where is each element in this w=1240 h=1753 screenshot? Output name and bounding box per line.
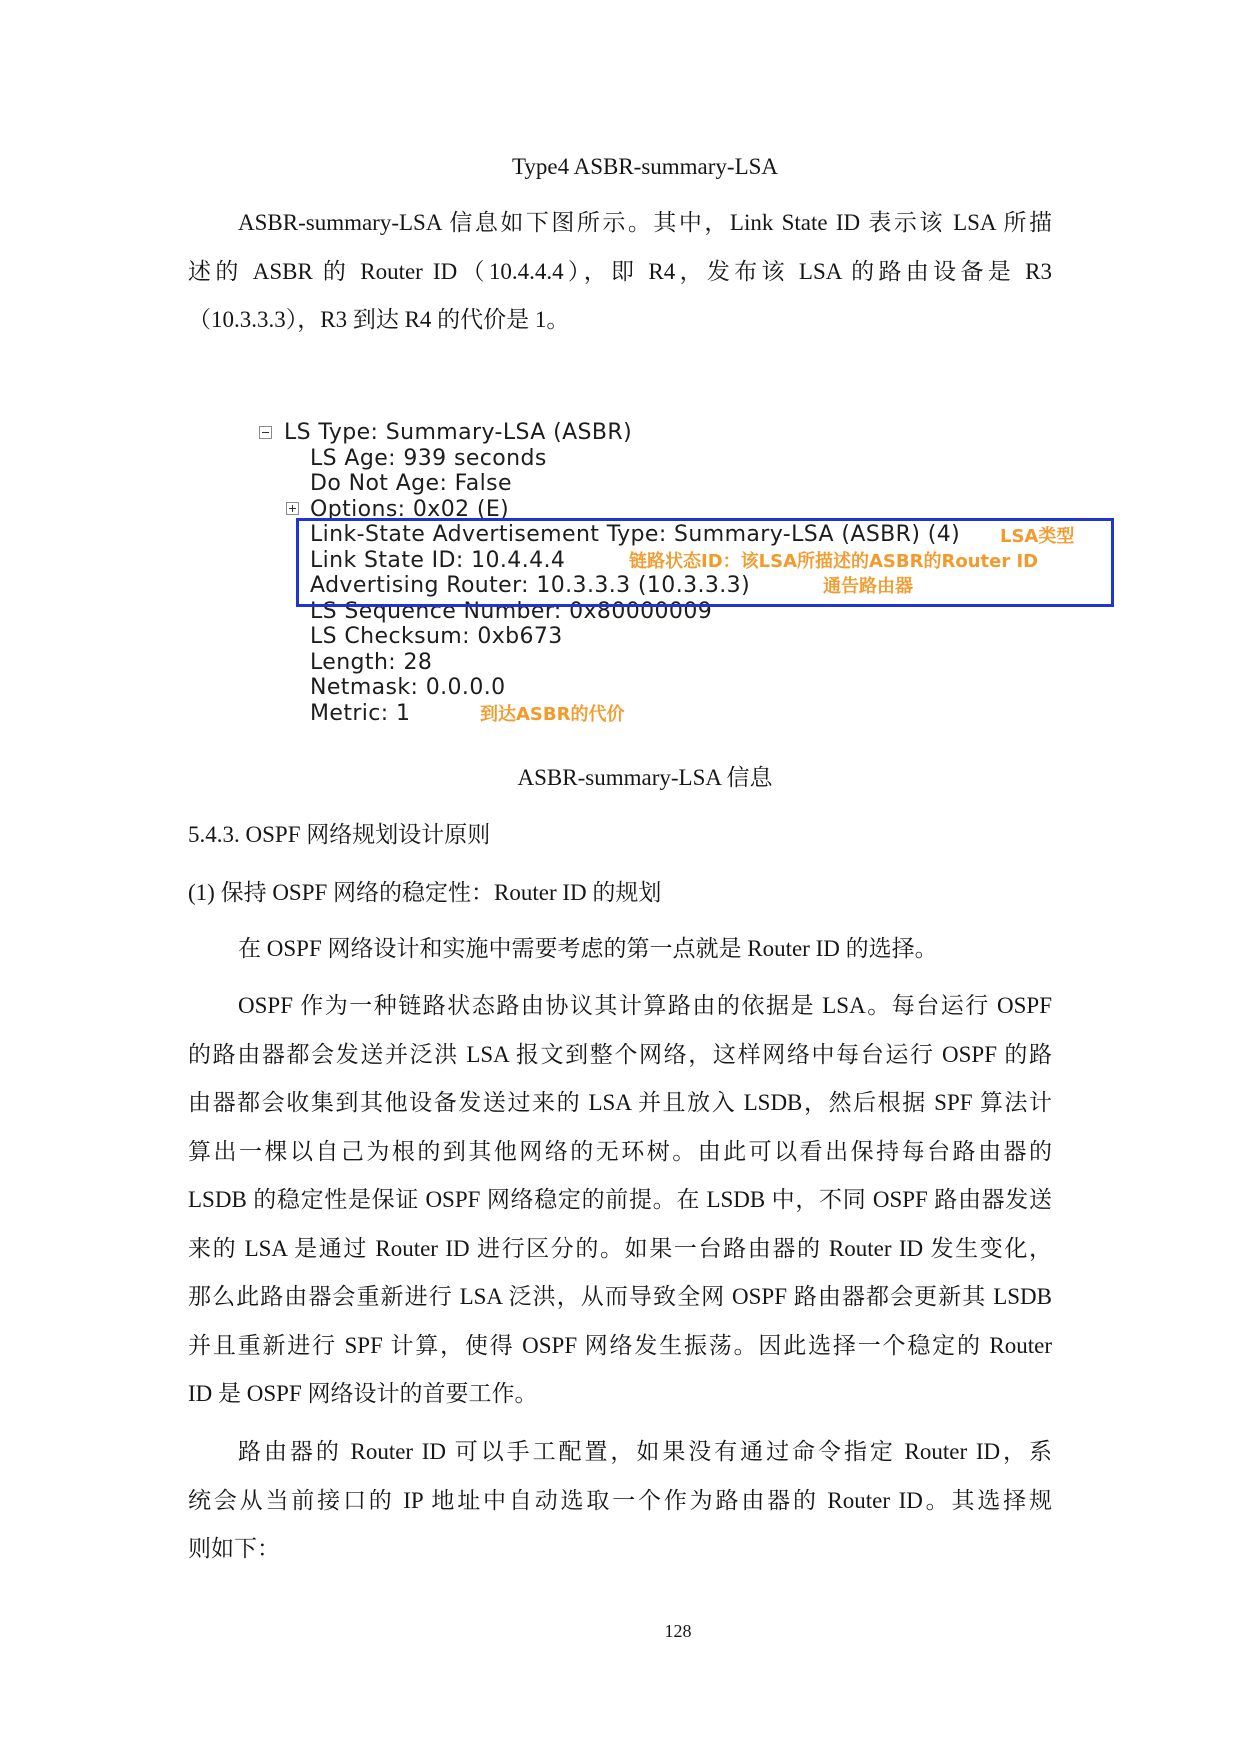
section-heading-block — [188, 811, 1052, 860]
tree-row-do-not-age: Do Not Age: False — [310, 471, 512, 496]
tree-row-metric: Metric: 1 — [310, 700, 411, 726]
paragraph-line: 并且重新进行 SPF 计算，使得 OSPF 网络发生振荡。因此选择一个稳定的 Router — [188, 1332, 1052, 1358]
tree-row-length: Length: 28 — [310, 649, 433, 675]
tree-row-sequence-number: LS Sequence Number: 0x80000009 — [310, 598, 713, 624]
intro-paragraph — [188, 199, 1052, 345]
annotation-link-state-id: 链路状态ID：该LSA所描述的ASBR的Router ID — [629, 551, 1039, 572]
tree-row-ls-type: LS Type: Summary-LSA (ASBR) — [284, 420, 633, 445]
collapse-icon — [259, 426, 272, 439]
paragraph-line: 述的 ASBR 的 Router ID（10.4.4.4），即 R4，发布该 LSA 的路由设备是 R3 — [188, 258, 1052, 284]
paragraph-line: 那么此路由器会重新进行 LSA 泛洪，从而导致全网 OSPF 路由器都会更新其 LSDB — [188, 1284, 1052, 1309]
paragraph-line: 算出一棵以自己为根的到其他网络的无环树。由此可以看出保持每台路由器的 — [188, 1138, 1052, 1164]
annotation-lsa-type: LSA类型 — [1000, 526, 1075, 547]
tree-row-checksum: LS Checksum: 0xb673 — [310, 624, 563, 649]
packet-details-screenshot — [250, 415, 1120, 735]
paragraph-line: 统会从当前接口的 IP 地址中自动选取一个作为路由器的 Router ID。其选择规 — [188, 1487, 1052, 1513]
subsection-heading: (1) 保持 OSPF 网络的稳定性：Router ID 的规划 — [188, 880, 662, 905]
figure-caption: ASBR-summary-LSA 信息 — [517, 765, 773, 790]
paragraph-line: 路由器的 Router ID 可以手工配置，如果没有通过命令指定 Router ID，系 — [238, 1439, 1052, 1464]
paragraph-line: 由器都会收集到其他设备发送过来的 LSA 并且放入 LSDB，然后根据 SPF 算法计 — [188, 1090, 1052, 1115]
paragraph-line: 在 OSPF 网络设计和实施中需要考虑的第一点就是 Router ID 的选择。 — [238, 936, 938, 961]
tree-row-lsa-type: Link-State Advertisement Type: Summary-LSA (ASBR) (4) — [310, 522, 961, 547]
paragraph-line: ASBR-summary-LSA 信息如下图所示。其中，Link State ID 表示该 LSA 所描 — [238, 210, 1052, 235]
tree-row-advertising-router: Advertising Router: 10.3.3.3 (10.3.3.3) — [310, 573, 751, 598]
paragraph-line: 则如下： — [188, 1536, 280, 1561]
paragraph-line: 来的 LSA 是通过 Router ID 进行区分的。如果一台路由器的 Router ID 发生变化， — [188, 1235, 1052, 1261]
subsection-heading-block — [188, 869, 1052, 918]
annotation-metric: 到达ASBR的代价 — [480, 704, 625, 725]
paragraph-line: 的路由器都会发送并泛洪 LSA 报文到整个网络，这样网络中每台运行 OSPF 的路 — [188, 1041, 1052, 1067]
annotation-advertising-router: 通告路由器 — [823, 576, 913, 597]
body-paragraph — [188, 982, 1052, 1419]
section-heading: 5.4.3. OSPF 网络规划设计原则 — [188, 822, 491, 847]
tree-row-options: Options: 0x02 (E) — [310, 496, 510, 522]
figure-caption-block — [188, 754, 1052, 803]
paragraph-line: OSPF 作为一种链路状态路由协议其计算路由的依据是 LSA。每台运行 OSPF — [238, 993, 1052, 1018]
paragraph-line: （10.3.3.3），R3 到达 R4 的代价是 1。 — [188, 307, 570, 332]
body-paragraph — [188, 1428, 1052, 1574]
figure-title-block — [188, 143, 1052, 192]
expand-icon — [286, 502, 299, 515]
figure-title: Type4 ASBR-summary-LSA — [511, 154, 779, 179]
tree-row-ls-age: LS Age: 939 seconds — [310, 445, 547, 471]
tree-row-link-state-id: Link State ID: 10.4.4.4 — [310, 547, 566, 573]
tree-row-netmask: Netmask: 0.0.0.0 — [310, 675, 506, 700]
paragraph-line: LSDB 的稳定性是保证 OSPF 网络稳定的前提。在 LSDB 中，不同 OSPF 路由器发送 — [188, 1187, 1052, 1212]
paragraph-line: ID 是 OSPF 网络设计的首要工作。 — [188, 1381, 538, 1406]
body-paragraph — [188, 925, 1052, 974]
page-number: 128 — [664, 1621, 692, 1641]
